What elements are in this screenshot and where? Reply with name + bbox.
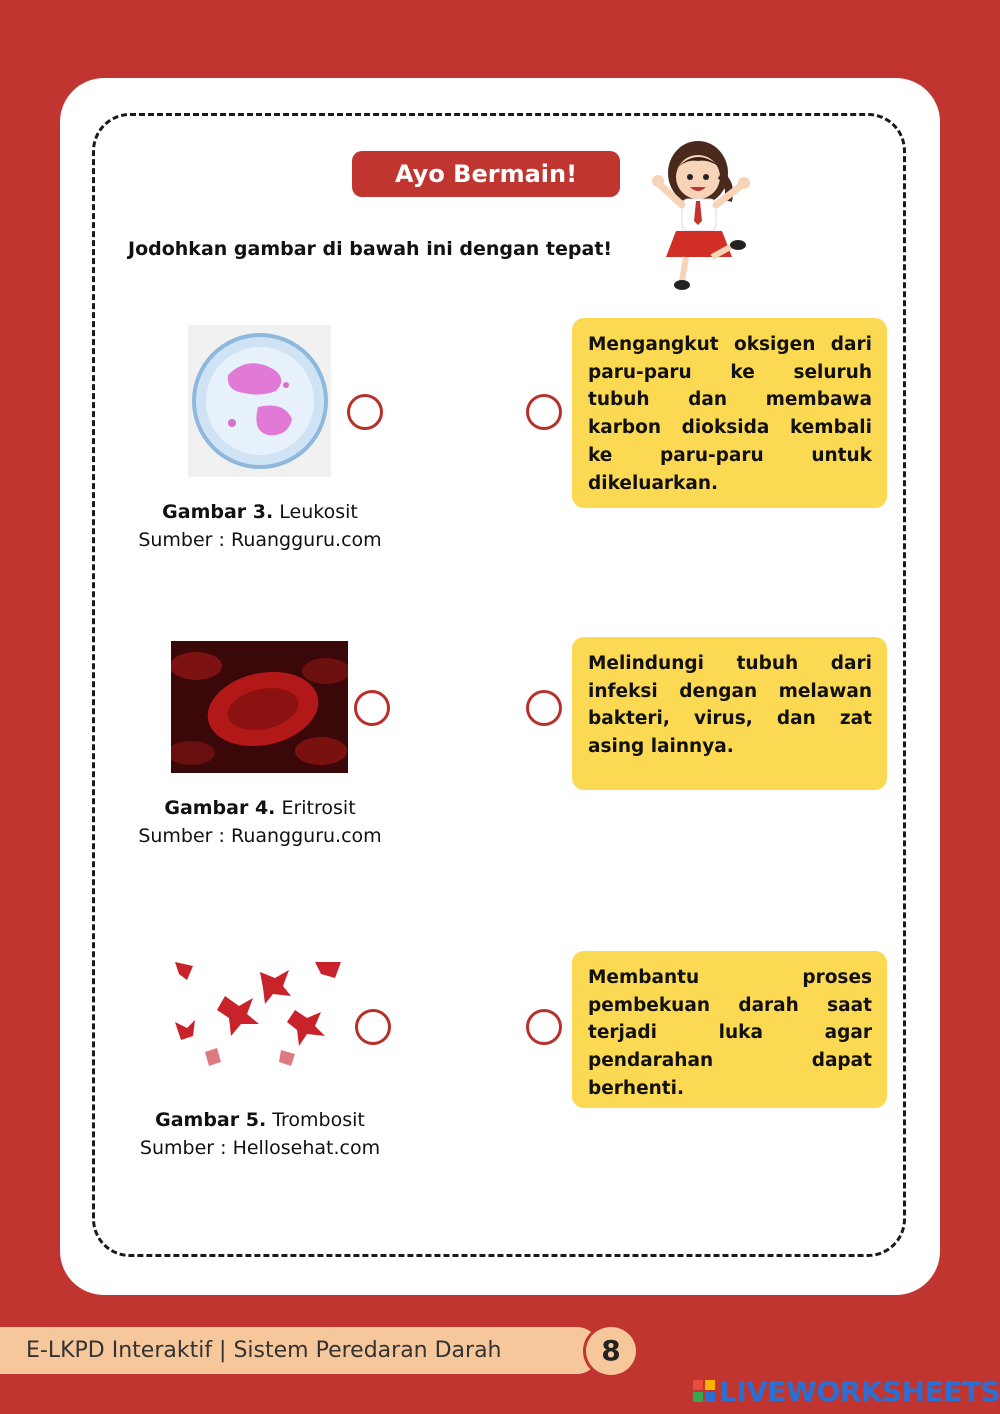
caption-source: Sumber : Ruangguru.com <box>138 825 382 847</box>
caption-trombosit <box>110 1106 410 1162</box>
page-title: Ayo Bermain! <box>352 151 620 197</box>
caption-eritrosit <box>110 794 410 850</box>
footer-text: E-LKPD Interaktif | Sistem Peredaran Darah <box>26 1338 502 1363</box>
caption-label: Gambar 4. <box>164 797 276 819</box>
girl-illustration <box>650 135 760 295</box>
leukosit-image <box>188 325 331 477</box>
caption-leukosit <box>110 498 410 554</box>
logo-squares-icon <box>693 1380 715 1402</box>
footer-bar <box>0 1327 600 1374</box>
match-point-description-1[interactable] <box>526 394 562 430</box>
description-box-3: Membantu proses pembekuan darah saat terjadi luka agar pendarahan dapat berhenti. <box>572 951 887 1108</box>
description-box-2: Melindungi tubuh dari infeksi dengan melawan bakteri, virus, dan zat asing lainnya. <box>572 637 887 790</box>
caption-name: Eritrosit <box>281 797 356 819</box>
match-point-description-3[interactable] <box>526 1009 562 1045</box>
caption-name: Leukosit <box>279 501 358 523</box>
match-point-eritrosit[interactable] <box>354 690 390 726</box>
trombosit-image <box>165 962 345 1070</box>
match-point-leukosit[interactable] <box>347 394 383 430</box>
caption-source: Sumber : Ruangguru.com <box>138 529 382 551</box>
page-number: 8 <box>583 1324 639 1378</box>
liveworksheets-logo[interactable] <box>693 1376 1000 1406</box>
caption-label: Gambar 3. <box>162 501 274 523</box>
description-box-1: Mengangkut oksigen dari paru-paru ke seluruh tubuh dan membawa karbon dioksida kembali ke paru-paru untuk dikeluarkan. <box>572 318 887 508</box>
logo-text: LIVEWORKSHEETS <box>719 1374 1000 1408</box>
match-point-description-2[interactable] <box>526 690 562 726</box>
caption-label: Gambar 5. <box>155 1109 267 1131</box>
instruction-text: Jodohkan gambar di bawah ini dengan tepat! <box>128 238 613 260</box>
match-point-trombosit[interactable] <box>355 1009 391 1045</box>
caption-source: Sumber : Hellosehat.com <box>139 1137 381 1159</box>
caption-name: Trombosit <box>272 1109 365 1131</box>
eritrosit-image <box>171 641 348 773</box>
